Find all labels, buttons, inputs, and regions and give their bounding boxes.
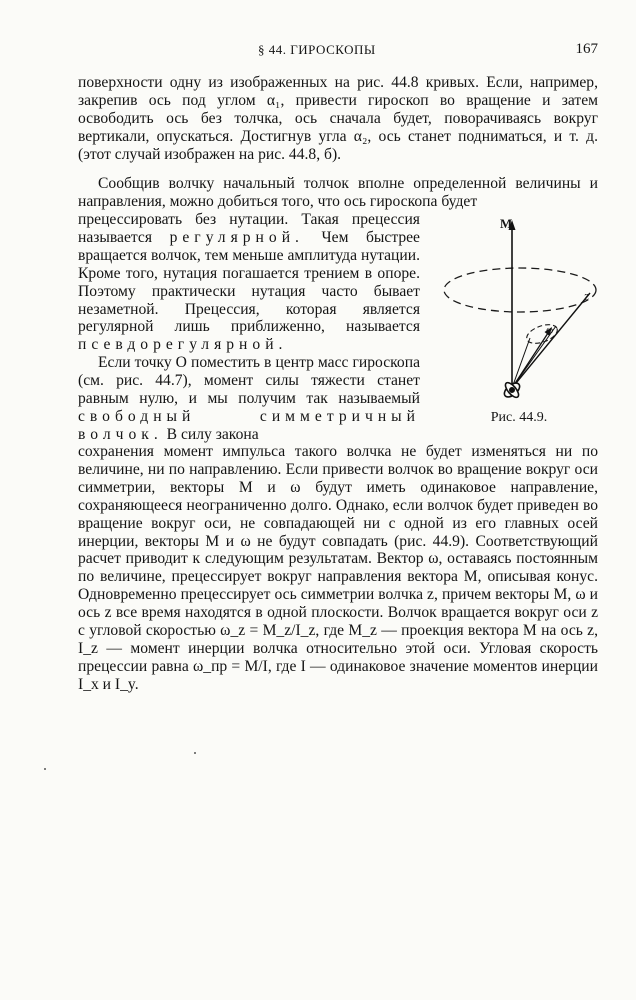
paragraph-2-start: Сообщив волчку начальный толчок вполне определенной величины и направления, можно добиться того, что ось гироскопа будет xyxy=(78,175,598,210)
term-pseudoregular: псевдорегулярной. xyxy=(78,336,288,354)
para3-part2: В силу закона xyxy=(166,425,259,443)
text-block-beside-figure xyxy=(78,211,420,444)
precession-ellipse xyxy=(444,268,596,312)
para2-part1: прецессировать без нутации. Такая прецессия называется xyxy=(78,211,420,246)
figure-caption: Рис. 44.9. xyxy=(490,410,548,425)
paragraph-continued: поверхности одну из изображенных на рис. 44.8 кривых. Если, например, закрепив ось под углом α₁, привести гироскоп во вращение и затем освободить ось без толчка, ось сначала будет, поворачиваясь вокруг вертикали, опускаться. Достигнув угла α₂, ось станет подниматься, и т. д. (этот случай изображен на рис. 44.8, б). xyxy=(78,74,598,163)
text-block-bottom xyxy=(78,443,598,694)
scan-speck xyxy=(44,768,46,770)
paragraph-3-continued: сохранения момент импульса такого волчка не будет изменяться ни по величине, ни по направлению. Если привести волчок во вращение вокруг оси симметрии, векторы M и ω будут иметь одинаковое направление, сохраняющееся неограниченно долго. Однако, если волчок будет приведен во вращение вокруг оси, не совпадающей ни с одной из его главных осей инерции, векторы M и ω не будут совпадать (рис. 44.9). Соответствующий расчет приводит к следующим результатам. Вектор ω, оставаясь постоянным по величине, прецессирует вокруг направления вектора M, описывая конус. Одновременно прецессирует ось симметрии волчка z, причем векторы M, ω и ось z все время находятся в одной плоскости. Волчок вращается вокруг оси z с угловой скоростью ω_z = M_z/I_z, где M_z — проекция вектора M на ось z, I_z — момент инерции волчка относительно этой оси. Угловая скорость прецессии равна ω_пр = M/I, где I — одинаковое значение моментов инерции I_x и I_y. xyxy=(78,443,598,693)
term-free-symmetric-top: свободный симметричный волчок. xyxy=(78,407,420,443)
para2-part2: Чем быстрее вращается волчок, тем меньше амплитуда нутации. Кроме того, нутация погашается трением в опоре. Поэтому практически нутация часто бывает незаметной. Прецессия, которая является регулярной лишь приближенно, называется xyxy=(78,228,420,336)
text-block-paragraph-2-start xyxy=(78,175,598,211)
label-omega: ω xyxy=(546,324,554,336)
page-header xyxy=(78,42,598,64)
term-regular: регулярной. xyxy=(169,228,304,246)
page-number: 167 xyxy=(575,41,598,57)
gyroscope-diagram xyxy=(440,218,598,423)
paragraph-2-rest xyxy=(78,211,420,354)
running-head: § 44. ГИРОСКОПЫ xyxy=(258,42,376,57)
cone-line-left xyxy=(512,338,530,388)
label-M: M xyxy=(500,216,513,231)
figure-44-9 xyxy=(440,218,598,423)
text-block-continued-paragraph xyxy=(78,74,598,164)
paragraph-3 xyxy=(78,354,420,444)
label-z: z xyxy=(584,288,590,303)
scan-speck xyxy=(194,752,196,754)
axis-z-line xyxy=(512,293,590,388)
para3-part1: Если точку O поместить в центр масс гироскопа (см. рис. 44.7), момент силы тяжести станет равным нулю, и мы получим так называемый xyxy=(78,354,420,408)
